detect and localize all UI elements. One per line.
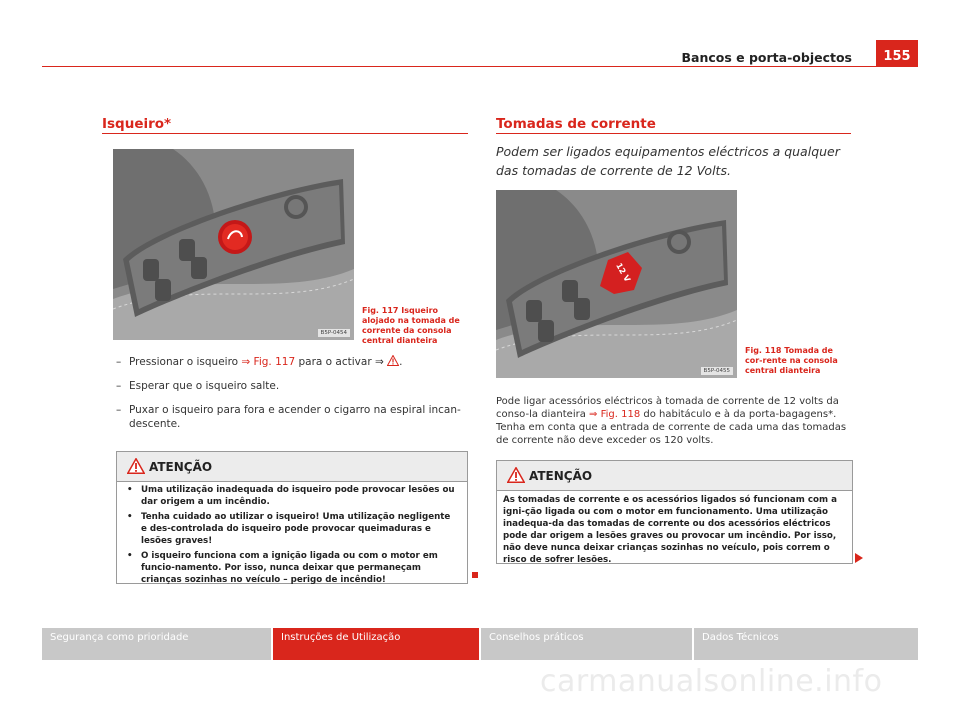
socket-label: 12 V [614,261,632,284]
section-title-lighter: Isqueiro* [102,116,172,132]
warning-item: • Tenha cuidado ao utilizar o isqueiro! Uma utilização negligente e des-controlada do isqueiro pode provocar queimaduras e lesões graves! [127,512,451,546]
continue-arrow-icon [855,548,863,567]
body-text: Pode ligar acessórios eléctricos à tomada de corrente de 12 volts da conso-la dianteira [496,396,839,420]
warning-box [116,451,468,584]
step-text: Pressionar o isqueiro [129,356,242,368]
section-end-marker [472,572,478,578]
warning-label: ATENÇÃO [149,460,213,474]
figure-socket-photo [496,190,737,378]
section-rule [102,133,468,134]
step-text: Esperar que o isqueiro salte. [129,380,280,392]
step-item: – Puxar o isqueiro para fora e acender o cigarro na espiral incan-descente. [116,404,461,430]
warning-label: ATENÇÃO [529,469,593,483]
warning-text: As tomadas de corrente e os acessórios ligados só funcionam com a igni-ção ligada ou com o motor em funcionamento. Uma utilização inadequa-da das tomadas de corrente ou dos acessórios eléctricos pode dar origem a lesões graves ou provocar um incêndio. Por isso, não deve nunca deixar crianças sozinhas no veículo, pois correm o risco de sofrer lesões. [503,495,837,565]
section-intro: Podem ser ligados equipamentos eléctricos a qualquer das tomadas de corrente de 12 Volts. [496,144,840,178]
figure-link[interactable]: ⇒ Fig. 118 [589,409,641,420]
warning-list [117,484,457,586]
step-item: – Esperar que o isqueiro salte. [116,380,280,392]
warning-triangle-icon[interactable] [387,355,399,370]
warning-icon [127,458,145,478]
footer-tab-instrucoes[interactable]: Instruções de Utilização [273,628,479,660]
warning-icon [507,467,525,487]
figure-caption: Fig. 118 Tomada de cor-rente na consola central dianteira [745,346,838,375]
figure-caption: Fig. 117 Isqueiro alojado na tomada de corrente da consola central dianteira [362,306,460,345]
header-rule [42,66,918,67]
figure-code: B5P-0455 [701,367,733,375]
page-number: 155 [876,40,918,66]
step-text: Puxar o isqueiro para fora e acender o cigarro na espiral incan-descente. [129,404,461,430]
lighter-illustration [113,149,354,340]
step-text: para o activar ⇒ [295,356,388,368]
figure-code: B5P-0454 [318,329,350,337]
warning-item: • O isqueiro funciona com a ignição ligada ou com o motor em funcio-namento. Por isso, nunca deixar que permaneçam crianças sozinhas no veículo – perigo de incêndio! [127,551,438,585]
figure-link[interactable]: ⇒ Fig. 117 [241,356,296,368]
step-item: – Pressionar o isqueiro ⇒ Fig. 117 para o activar ⇒ . [116,356,403,368]
step-text: . [399,356,403,368]
body-text: do habitáculo e à da porta-bagagens*. Tenha em conta que a entrada de corrente de cada uma das tomadas de corrente não deve exceder os 120 volts. [496,409,847,446]
warning-box [496,460,853,564]
section-rule [496,133,851,134]
section-title-sockets: Tomadas de corrente [496,116,656,132]
warning-item: • Uma utilização inadequada do isqueiro pode provocar lesões ou dar origem a um incêndio. [127,485,455,507]
running-header-title: Bancos e porta-objectos [681,50,852,65]
footer-tab-conselhos[interactable]: Conselhos práticos [481,628,692,660]
watermark: carmanualsonline.info [540,664,883,699]
footer-tab-seguranca[interactable]: Segurança como prioridade [42,628,271,660]
footer-tab-dados[interactable]: Dados Técnicos [694,628,918,660]
figure-lighter-photo [113,149,354,340]
socket-illustration [496,190,737,378]
body-paragraph [496,395,854,447]
